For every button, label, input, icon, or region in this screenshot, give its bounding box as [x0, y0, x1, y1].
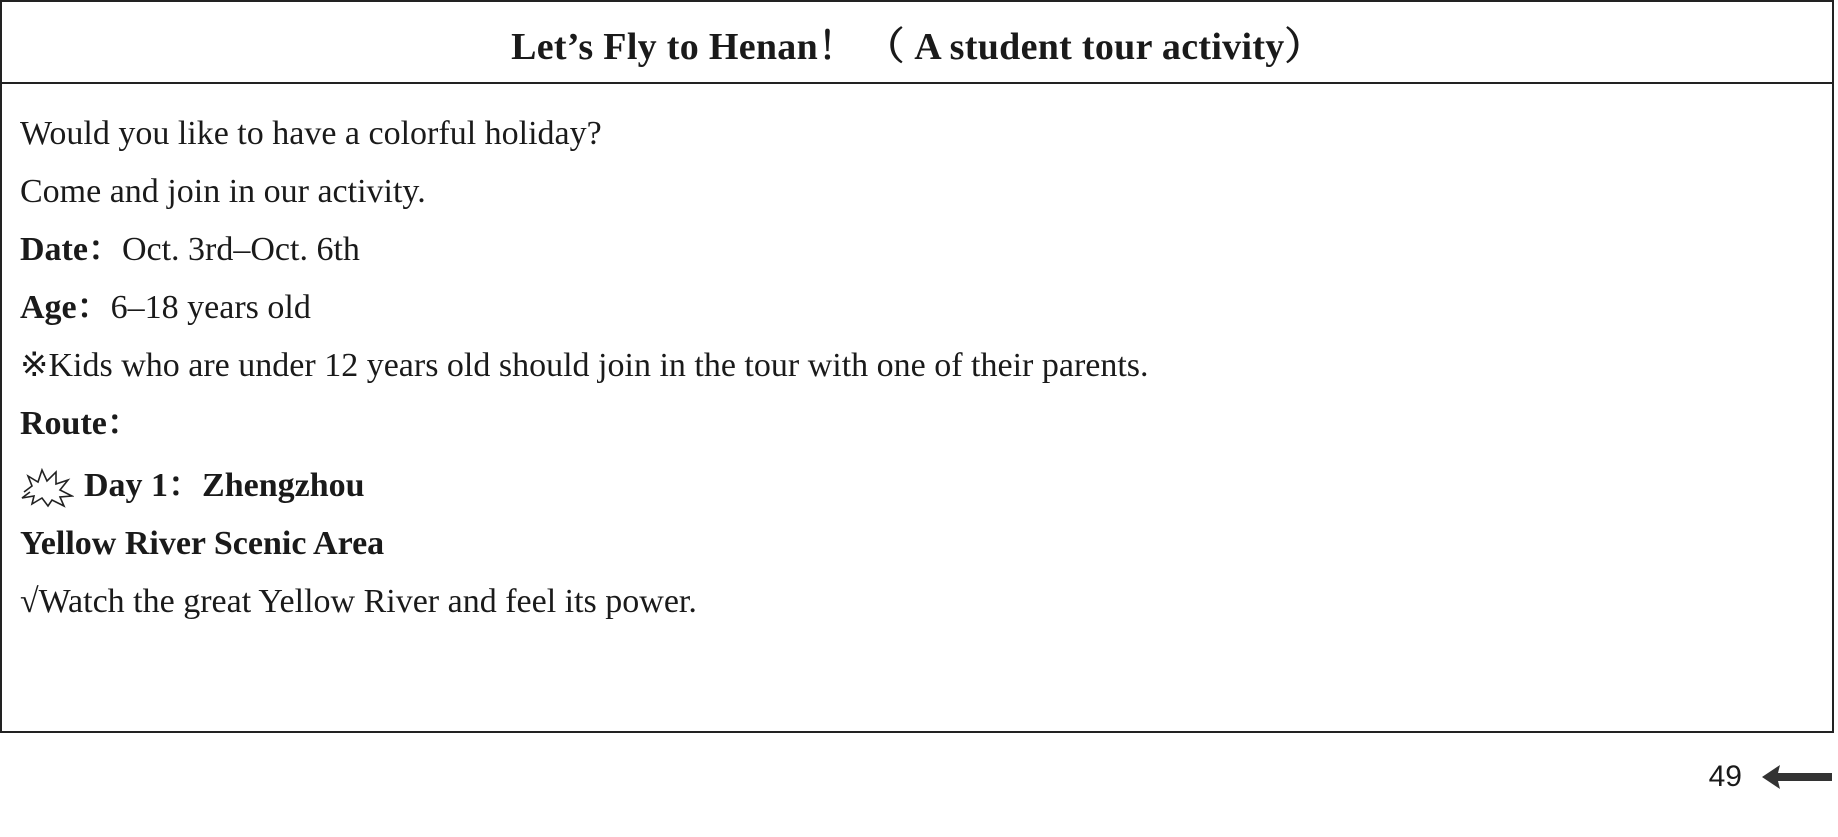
age-label: Age	[20, 289, 77, 326]
age-separator: ：	[76, 289, 111, 326]
route-line	[20, 404, 141, 444]
date-line	[20, 230, 360, 270]
date-value: Oct. 3rd–Oct. 6th	[121, 231, 360, 268]
left-arrow-icon	[1762, 762, 1832, 792]
place-1-title: Yellow River Scenic Area	[20, 525, 385, 562]
intro-line-2: Come and join in our activity.	[20, 173, 426, 210]
intro-line-1: Would you like to have a colorful holiday?	[20, 115, 602, 152]
parent-note: ※Kids who are under 12 years old should join in the tour with one of their parents.	[20, 347, 1149, 384]
page-footer	[1709, 760, 1832, 794]
day-1-title: Day 1：Zhengzhou	[84, 467, 365, 504]
activity-1: √Watch the great Yellow River and feel its power.	[20, 583, 697, 620]
date-separator: ：	[87, 231, 122, 268]
burst-star-icon	[20, 468, 74, 508]
page-number: 49	[1708, 760, 1742, 793]
date-label: Date	[20, 231, 88, 268]
age-line	[20, 288, 311, 328]
age-value: 6–18 years old	[110, 289, 311, 326]
page-title: Let’s Fly to Henan！ （ A student tour activity）	[2, 2, 1832, 84]
route-separator: ：	[106, 405, 141, 442]
route-label: Route	[20, 405, 107, 442]
day-1-heading	[20, 466, 365, 508]
